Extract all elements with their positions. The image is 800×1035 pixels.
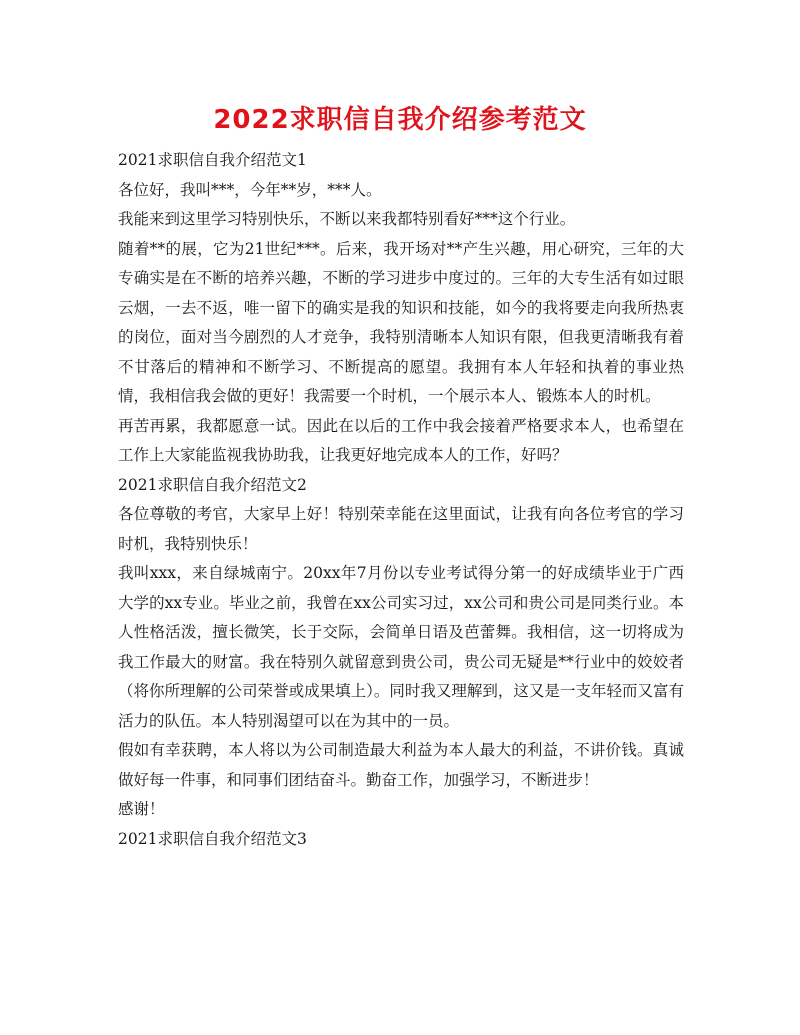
paragraph-greeting-2: 各位尊敬的考官，大家早上好！特别荣幸能在这里面试，让我有向各位考官的学习时机，我特别快乐！ <box>118 505 684 553</box>
section-heading-2: 2021求职信自我介绍范文2 <box>118 475 307 494</box>
paragraph-thanks: 感谢！ <box>118 800 165 818</box>
document-body <box>118 146 684 854</box>
section-heading-1: 2021求职信自我介绍范文1 <box>118 151 307 169</box>
paragraph-pledge: 假如有幸获聘，本人将以为公司制造最大利益为本人最大的利益，不讲价钱。真诚做好每一件事，和同事们团结奋斗。勤奋工作，加强学习，不断进步！ <box>118 741 684 789</box>
paragraph-commitment: 再苦再累，我都愿意一试。因此在以后的工作中我会接着严格要求本人，也希望在工作上大家能监视我协助我，让我更好地完成本人的工作，好吗？ <box>118 416 684 464</box>
paragraph-greeting: 各位好，我叫***，今年**岁，***人。 <box>118 180 382 199</box>
paragraph-experience: 随着**的展，它为21世纪***。后来，我开场对**产生兴趣，用心研究，三年的大专确实是在不断的培养兴趣，不断的学习进步中度过的。三年的大专生活有如过眼云烟，一去不返，唯一留下的确实是我的知识和技能，如今的我将要走向我所热衷的岗位，面对当今剧烈的人才竞争，我特别清晰本人知识有限，但我更清晰我有着不甘落后的精神和不断学习、不断提高的愿望。我拥有本人年轻和执着的事业热情，我相信我会做的更好！我需要一个时机，一个展示本人、锻炼本人的时机。 <box>118 239 684 405</box>
section-heading-3: 2021求职信自我介绍范文3 <box>118 829 307 848</box>
paragraph-intro: 我能来到这里学习特别快乐，不断以来我都特别看好***这个行业。 <box>118 210 576 228</box>
paragraph-background: 我叫xxx，来自绿城南宁。20xx年7月份以专业考试得分第一的好成绩毕业于广西大学的xx专业。毕业之前，我曾在xx公司实习过，xx公司和贵公司是同类行业。本人性格活泼，擅长微笑，长于交际，会简单日语及芭蕾舞。我相信，这一切将成为我工作最大的财富。我在特别久就留意到贵公司，贵公司无疑是**行业中的姣姣者（将你所理解的公司荣誉或成果填上）。同时我又理解到，这又是一支年轻而又富有活力的队伍。本人特别渴望可以在为其中的一员。 <box>118 564 684 730</box>
document-title: 2022求职信自我介绍参考范文 <box>213 105 587 135</box>
